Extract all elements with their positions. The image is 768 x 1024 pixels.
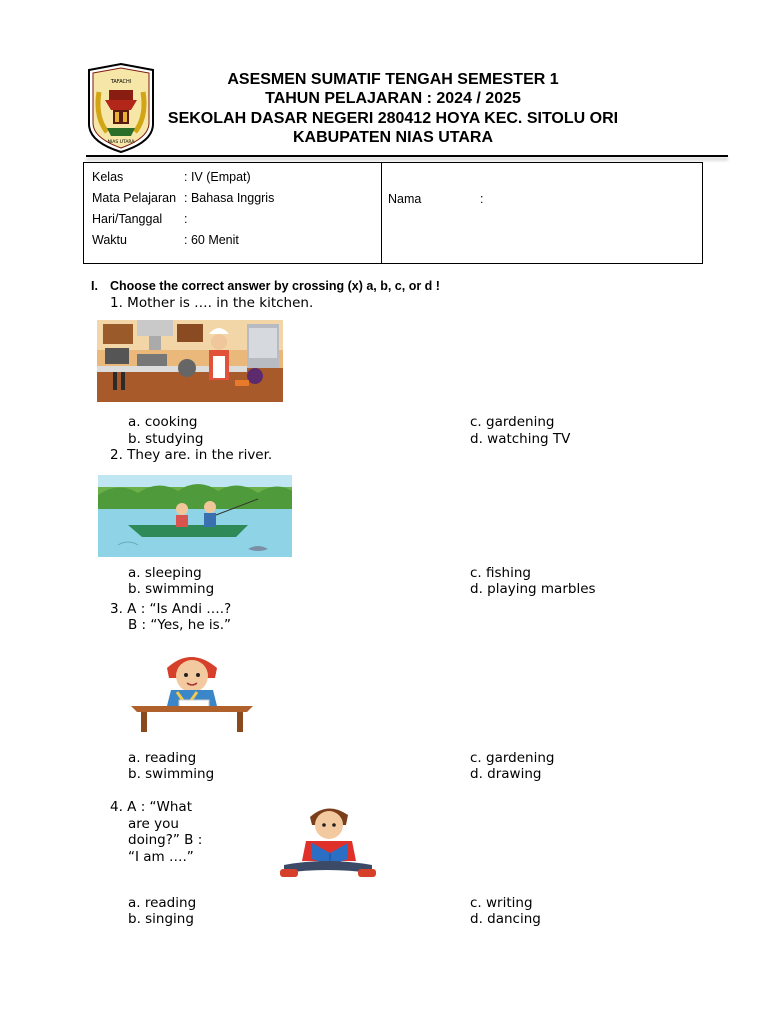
nama-value[interactable]: : bbox=[480, 192, 484, 206]
question-4-text-2: are you bbox=[128, 816, 179, 832]
hari-label: Hari/Tanggal bbox=[92, 212, 163, 226]
q4-option-d[interactable]: d. dancing bbox=[470, 911, 541, 927]
instruction-number: I. bbox=[91, 279, 98, 293]
question-1-text: 1. Mother is …. in the kitchen. bbox=[110, 295, 314, 311]
header-line-2: TAHUN PELAJARAN : 2024 / 2025 bbox=[265, 90, 521, 107]
q3-option-b[interactable]: b. swimming bbox=[128, 766, 215, 782]
q3-option-a[interactable]: a. reading bbox=[128, 750, 197, 766]
waktu-value: : 60 Menit bbox=[184, 233, 239, 247]
boy-reading-book-illustration bbox=[276, 803, 380, 881]
kelas-label: Kelas bbox=[92, 170, 124, 184]
header-line-4: KABUPATEN NIAS UTARA bbox=[293, 129, 493, 146]
question-4-text-1: 4. A : “What bbox=[110, 799, 193, 815]
question-4-text-3: doing?” B : bbox=[128, 832, 203, 848]
q2-option-d[interactable]: d. playing marbles bbox=[470, 581, 596, 597]
mapel-value: : Bahasa Inggris bbox=[184, 191, 275, 205]
logo-bottom-text: NIAS UTARA bbox=[107, 140, 135, 145]
q1-option-b[interactable]: b. studying bbox=[128, 431, 204, 447]
nama-label: Nama bbox=[388, 192, 422, 206]
mapel-label: Mata Pelajaran bbox=[92, 191, 177, 205]
q3-option-c[interactable]: c. gardening bbox=[470, 750, 555, 766]
q1-option-c[interactable]: c. gardening bbox=[470, 414, 555, 430]
instruction-text: Choose the correct answer by crossing (x) a, b, c, or d ! bbox=[110, 279, 440, 293]
q2-option-a[interactable]: a. sleeping bbox=[128, 565, 202, 581]
kitchen-cooking-illustration bbox=[97, 320, 283, 402]
kelas-value: : IV (Empat) bbox=[184, 170, 251, 184]
header-rule bbox=[86, 155, 728, 157]
q4-option-c[interactable]: c. writing bbox=[470, 895, 533, 911]
q2-option-c[interactable]: c. fishing bbox=[470, 565, 531, 581]
header-line-3: SEKOLAH DASAR NEGERI 280412 HOYA KEC. SITOLU ORI bbox=[167, 110, 619, 127]
logo-top-text: TAFACHI bbox=[110, 79, 132, 85]
q1-option-a[interactable]: a. cooking bbox=[128, 414, 198, 430]
student-info-box bbox=[83, 162, 703, 264]
question-4-text-4: “I am ….” bbox=[128, 849, 194, 865]
question-3-text-a: 3. A : “Is Andi ….? bbox=[110, 601, 232, 617]
q1-option-d[interactable]: d. watching TV bbox=[470, 431, 571, 447]
q4-option-a[interactable]: a. reading bbox=[128, 895, 197, 911]
q4-option-b[interactable]: b. singing bbox=[128, 911, 194, 927]
q3-option-d[interactable]: d. drawing bbox=[470, 766, 542, 782]
info-divider bbox=[381, 163, 382, 263]
q2-option-b[interactable]: b. swimming bbox=[128, 581, 215, 597]
waktu-label: Waktu bbox=[92, 233, 127, 247]
boy-drawing-at-desk-illustration bbox=[127, 648, 257, 734]
hari-value: : bbox=[184, 212, 188, 226]
header-line-1: ASESMEN SUMATIF TENGAH SEMESTER 1 bbox=[227, 71, 559, 88]
question-2-text: 2. They are. in the river. bbox=[110, 447, 273, 463]
river-fishing-boat-illustration bbox=[98, 475, 292, 557]
question-3-text-b: B : “Yes, he is.” bbox=[128, 617, 231, 633]
